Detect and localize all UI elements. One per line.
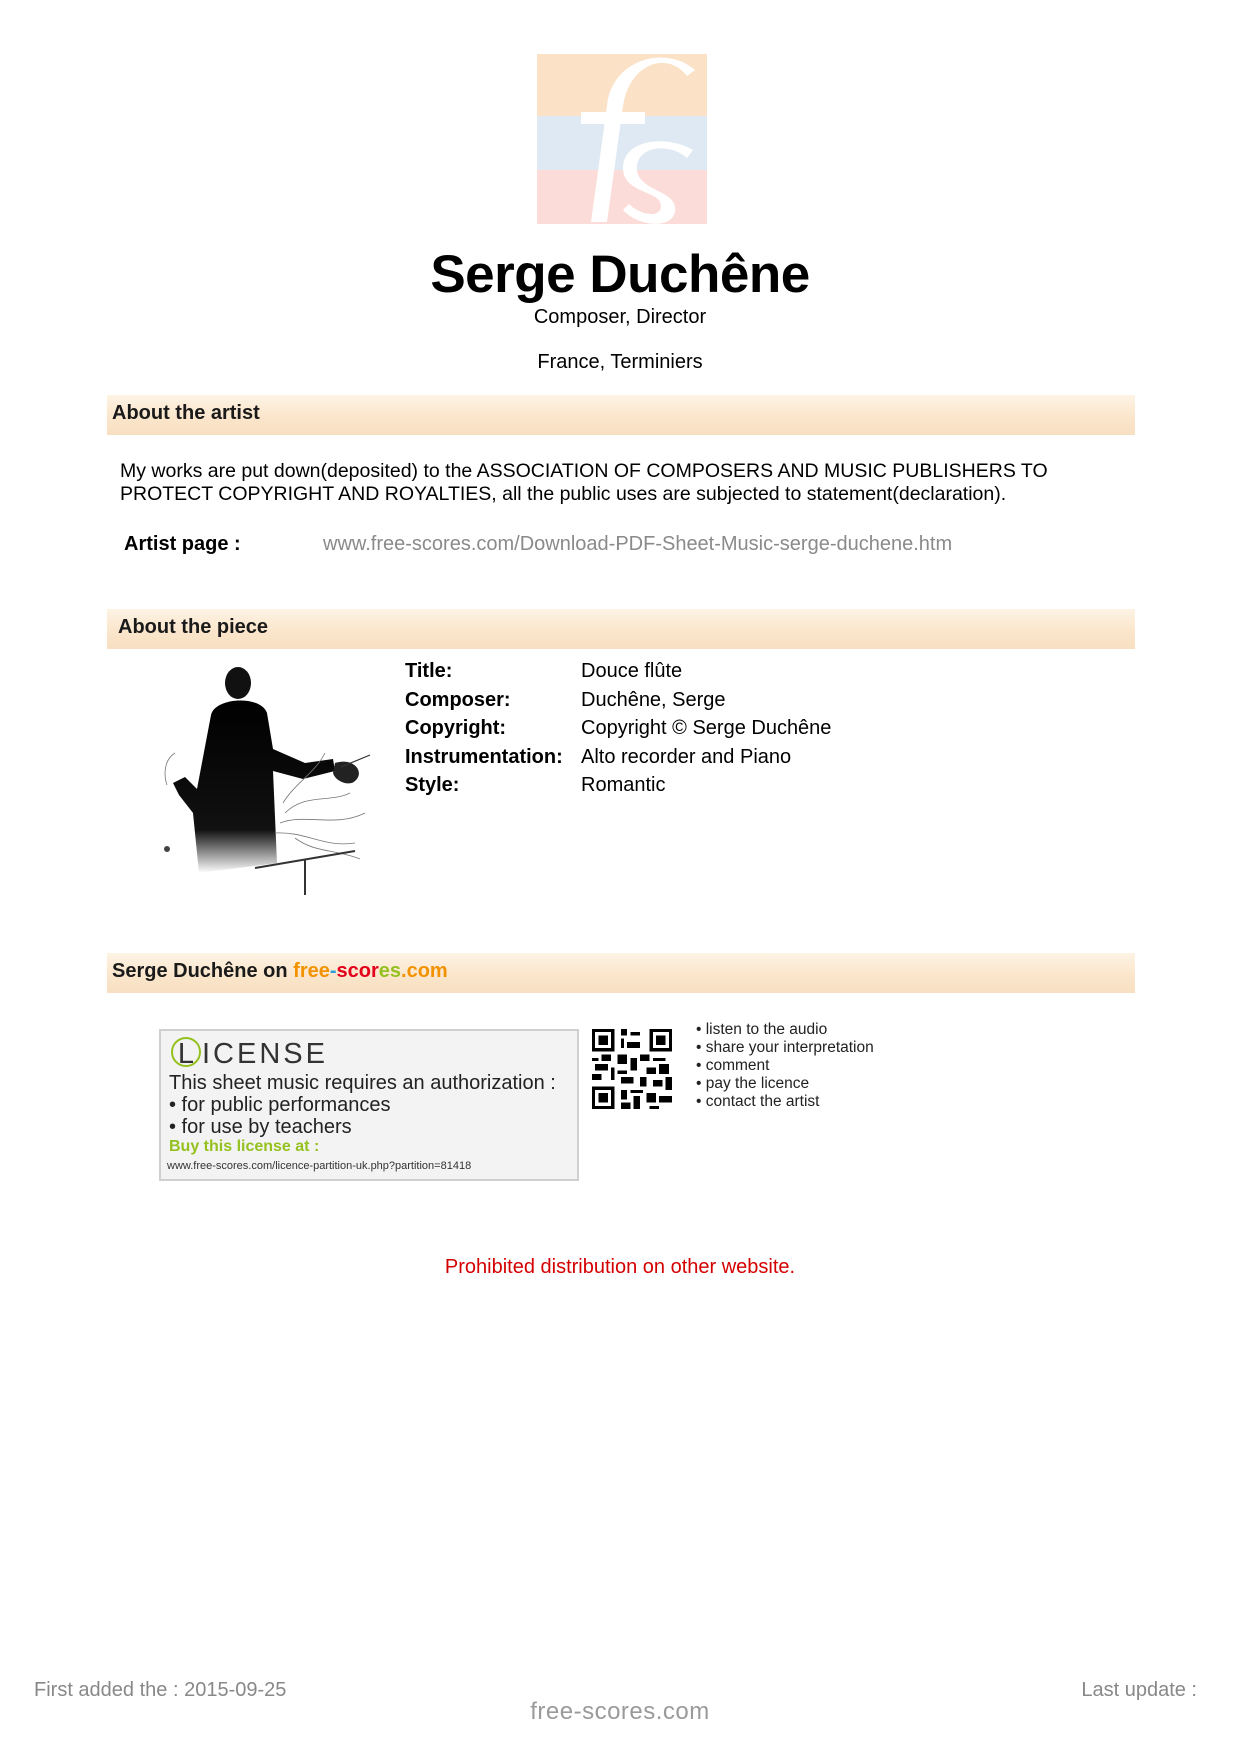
list-item: • comment (696, 1057, 770, 1074)
license-title-rest: ICENSE (202, 1038, 328, 1070)
license-title (171, 1037, 328, 1071)
piece-composer-label: Composer: (405, 688, 511, 711)
artist-page-link[interactable]: www.free-scores.com/Download-PDF-Sheet-Music-serge-duchene.htm (323, 533, 953, 555)
piece-style-value: Romantic (581, 774, 666, 796)
piece-style-label: Style: (405, 774, 460, 796)
table-row (405, 774, 831, 803)
piece-details-table (405, 660, 831, 803)
qr-code-icon[interactable] (592, 1029, 672, 1109)
artist-location: France, Terminiers (537, 351, 703, 373)
brand-part-es: es (378, 960, 402, 982)
brand-part-dash: - (329, 960, 337, 982)
section-on-prefix: Serge Duchêne on (112, 960, 294, 982)
license-line-1: This sheet music requires an authorization : (169, 1072, 556, 1094)
footer-brand-logo: free-scores.com (530, 1698, 710, 1725)
brand-part-scor: scor (336, 960, 379, 982)
first-added-date: First added the : 2015-09-25 (34, 1679, 287, 1701)
section-on-free-scores (107, 953, 1135, 993)
license-buy-label: Buy this license at : (169, 1138, 320, 1155)
table-row (405, 689, 831, 718)
piece-copyright-label: Copyright: (405, 717, 507, 739)
table-row (405, 746, 831, 775)
artist-bio: My works are put down(deposited) to the ASSOCIATION OF COMPOSERS AND MUSIC PUBLISHERS TO PROTECT COPYRIGHT AND ROYALTIES, all the public uses are subjected to statement(declaration). (120, 460, 1048, 505)
piece-title-label: Title: (405, 660, 453, 682)
list-item: • pay the licence (696, 1075, 810, 1092)
artist-role: Composer, Director (533, 306, 707, 328)
section-about-artist: About the artist (107, 395, 1135, 435)
features-list (696, 1021, 874, 1111)
table-row (405, 660, 831, 689)
license-box[interactable] (159, 1029, 579, 1181)
prohibited-notice: Prohibited distribution on other website. (444, 1256, 796, 1278)
piece-instrumentation-value: Alto recorder and Piano (581, 745, 792, 768)
piece-composer-value: Duchêne, Serge (581, 688, 726, 711)
license-text (169, 1072, 556, 1138)
table-row (405, 717, 831, 746)
artist-page-label: Artist page : (124, 533, 241, 555)
list-item: • share your interpretation (696, 1039, 874, 1056)
brand-part-com: .com (401, 960, 448, 982)
section-about-piece: About the piece (107, 609, 1135, 649)
last-update: Last update : (1081, 1679, 1197, 1701)
conductor-image (155, 663, 385, 895)
fs-logo-icon (537, 54, 707, 224)
license-url-link[interactable]: www.free-scores.com/licence-partition-uk.php?partition=81418 (167, 1160, 472, 1172)
license-line-2: • for public performances (169, 1094, 391, 1116)
artist-name: Serge Duchêne (430, 245, 810, 304)
list-item: • listen to the audio (696, 1021, 828, 1038)
piece-instrumentation-label: Instrumentation: (405, 745, 563, 768)
brand-part-free: free (293, 960, 330, 982)
license-circle-icon: L (171, 1037, 201, 1067)
piece-copyright-value: Copyright © Serge Duchêne (581, 717, 832, 739)
piece-title-value: Douce flûte (581, 660, 683, 682)
list-item: • contact the artist (696, 1093, 820, 1110)
license-line-3: • for use by teachers (169, 1116, 352, 1138)
free-scores-logo (537, 54, 707, 224)
